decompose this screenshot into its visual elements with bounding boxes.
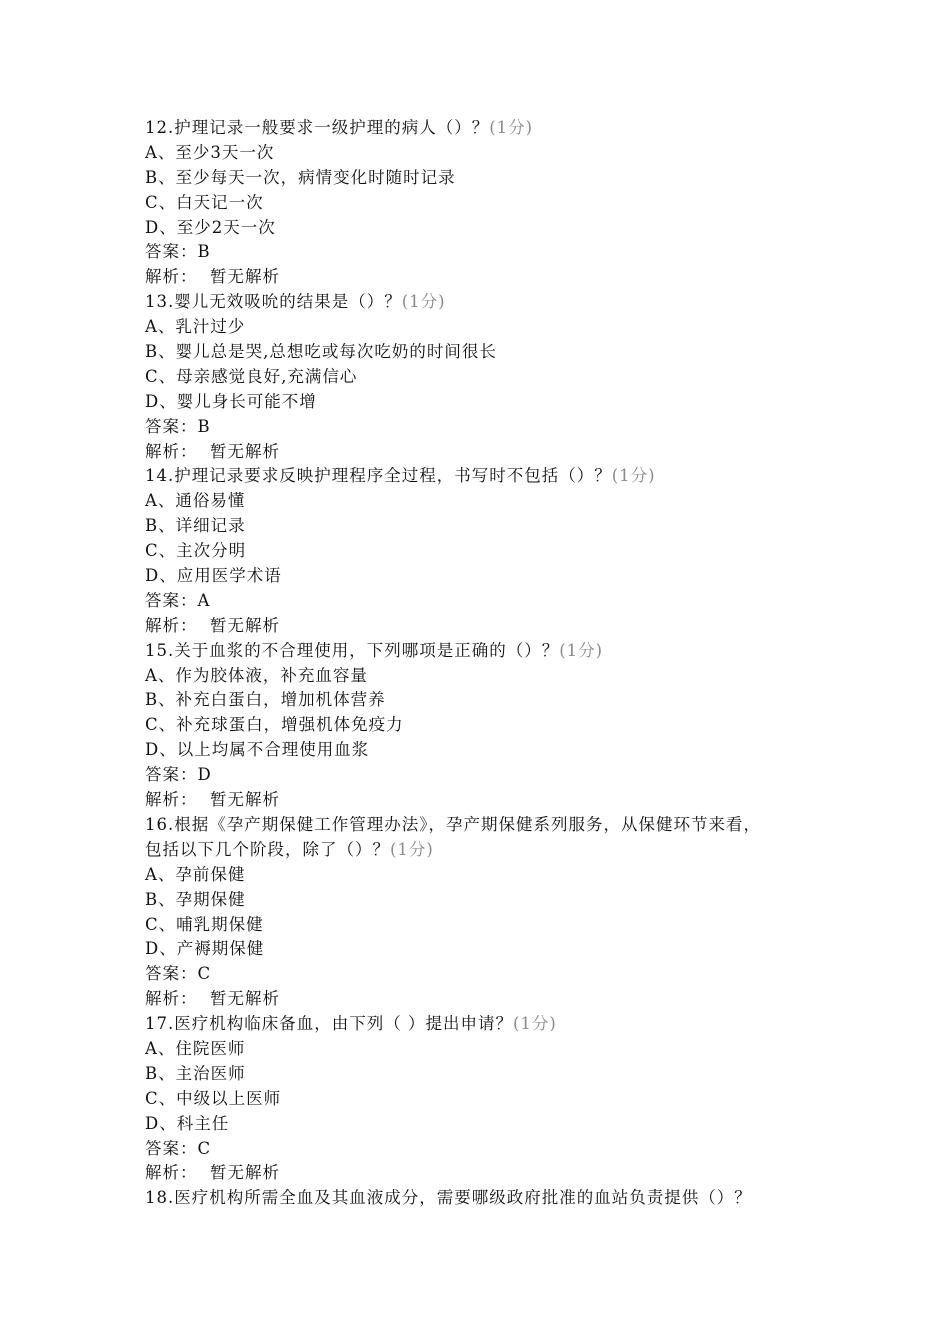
answer-option: B、详细记录 [145, 516, 246, 536]
analysis-text: 解析： 暂无解析 [145, 615, 280, 635]
analysis-text: 解析： 暂无解析 [145, 267, 280, 287]
answer-option: A、住院医师 [145, 1038, 246, 1058]
analysis-text: 解析： 暂无解析 [145, 1163, 280, 1183]
answer-option: D、科主任 [145, 1113, 230, 1133]
answer-option: D、产褥期保健 [145, 939, 265, 959]
answer-key: 答案：A [145, 590, 211, 610]
question-text: 13.婴儿无效吸吮的结果是（）？ [145, 292, 402, 312]
question-text: 15.关于血浆的不合理使用，下列哪项是正确的（）？ [145, 640, 560, 660]
question-text: 18.医疗机构所需全血及其血液成分，需要哪级政府批准的血站负责提供（）？ [145, 1188, 752, 1208]
question-score: (1分) [390, 839, 434, 859]
answer-option: B、孕期保健 [145, 889, 246, 909]
answer-option: A、至少3天一次 [145, 142, 275, 162]
question-score: (1分) [559, 640, 604, 660]
question-block [145, 290, 835, 464]
analysis-text: 解析： 暂无解析 [145, 989, 280, 1009]
answer-option: B、至少每天一次，病情变化时随时记录 [145, 167, 456, 187]
question-block [145, 639, 835, 813]
question-score: (1分) [489, 118, 534, 137]
answer-option: C、主次分明 [145, 541, 247, 561]
question-text: 12.护理记录一般要求一级护理的病人（）？ [145, 118, 490, 137]
question-block [145, 1186, 835, 1211]
question-stem [145, 639, 835, 664]
question-text: 包括以下几个阶段，除了（）？ [145, 839, 390, 859]
answer-option: A、乳汁过少 [145, 317, 246, 337]
question-stem [145, 290, 835, 315]
answer-option: D、以上均属不合理使用血浆 [145, 740, 370, 760]
answer-option: A、孕前保健 [145, 864, 246, 884]
question-block [145, 1012, 835, 1186]
answer-option: B、主治医师 [145, 1063, 246, 1083]
answer-option: A、通俗易懂 [145, 491, 246, 511]
question-stem [145, 116, 835, 141]
question-text: 14.护理记录要求反映护理程序全过程，书写时不包括（）？ [145, 466, 612, 486]
question-block [145, 813, 835, 1012]
question-document [145, 116, 835, 1211]
answer-option: C、补充球蛋白，增强机体免疫力 [145, 715, 404, 735]
answer-key: 答案：C [145, 964, 212, 984]
analysis-text: 解析： 暂无解析 [145, 441, 280, 461]
answer-option: C、中级以上医师 [145, 1088, 282, 1108]
question-text: 16.根据《孕产期保健工作管理办法》，孕产期保健系列服务，从保健环节来看， [145, 814, 761, 834]
question-stem [145, 464, 835, 489]
answer-key: 答案：B [145, 416, 211, 436]
question-block [145, 464, 835, 638]
answer-option: C、哺乳期保健 [145, 914, 264, 934]
answer-key: 答案：D [145, 765, 212, 785]
answer-option: B、补充白蛋白，增加机体营养 [145, 690, 386, 710]
question-stem [145, 813, 835, 838]
question-text: 17.医疗机构临床备血，由下列（ ）提出申请？ [145, 1014, 513, 1034]
question-score: (1分) [401, 292, 446, 312]
question-stem [145, 1012, 835, 1037]
question-stem [145, 838, 835, 863]
answer-key: 答案：B [145, 242, 211, 262]
question-score: (1分) [611, 466, 656, 486]
answer-option: C、母亲感觉良好,充满信心 [145, 366, 358, 386]
answer-option: D、至少2天一次 [145, 217, 276, 237]
question-score: (1分) [513, 1014, 557, 1034]
answer-option: A、作为胶体液，补充血容量 [145, 665, 368, 685]
answer-option: D、婴儿身长可能不增 [145, 391, 317, 411]
answer-option: B、婴儿总是哭,总想吃或每次吃奶的时间很长 [145, 342, 497, 362]
question-block [145, 116, 835, 290]
answer-key: 答案：C [145, 1138, 212, 1158]
answer-option: D、应用医学术语 [145, 566, 282, 586]
question-stem [145, 1186, 835, 1211]
analysis-text: 解析： 暂无解析 [145, 790, 280, 810]
answer-option: C、白天记一次 [145, 192, 264, 212]
